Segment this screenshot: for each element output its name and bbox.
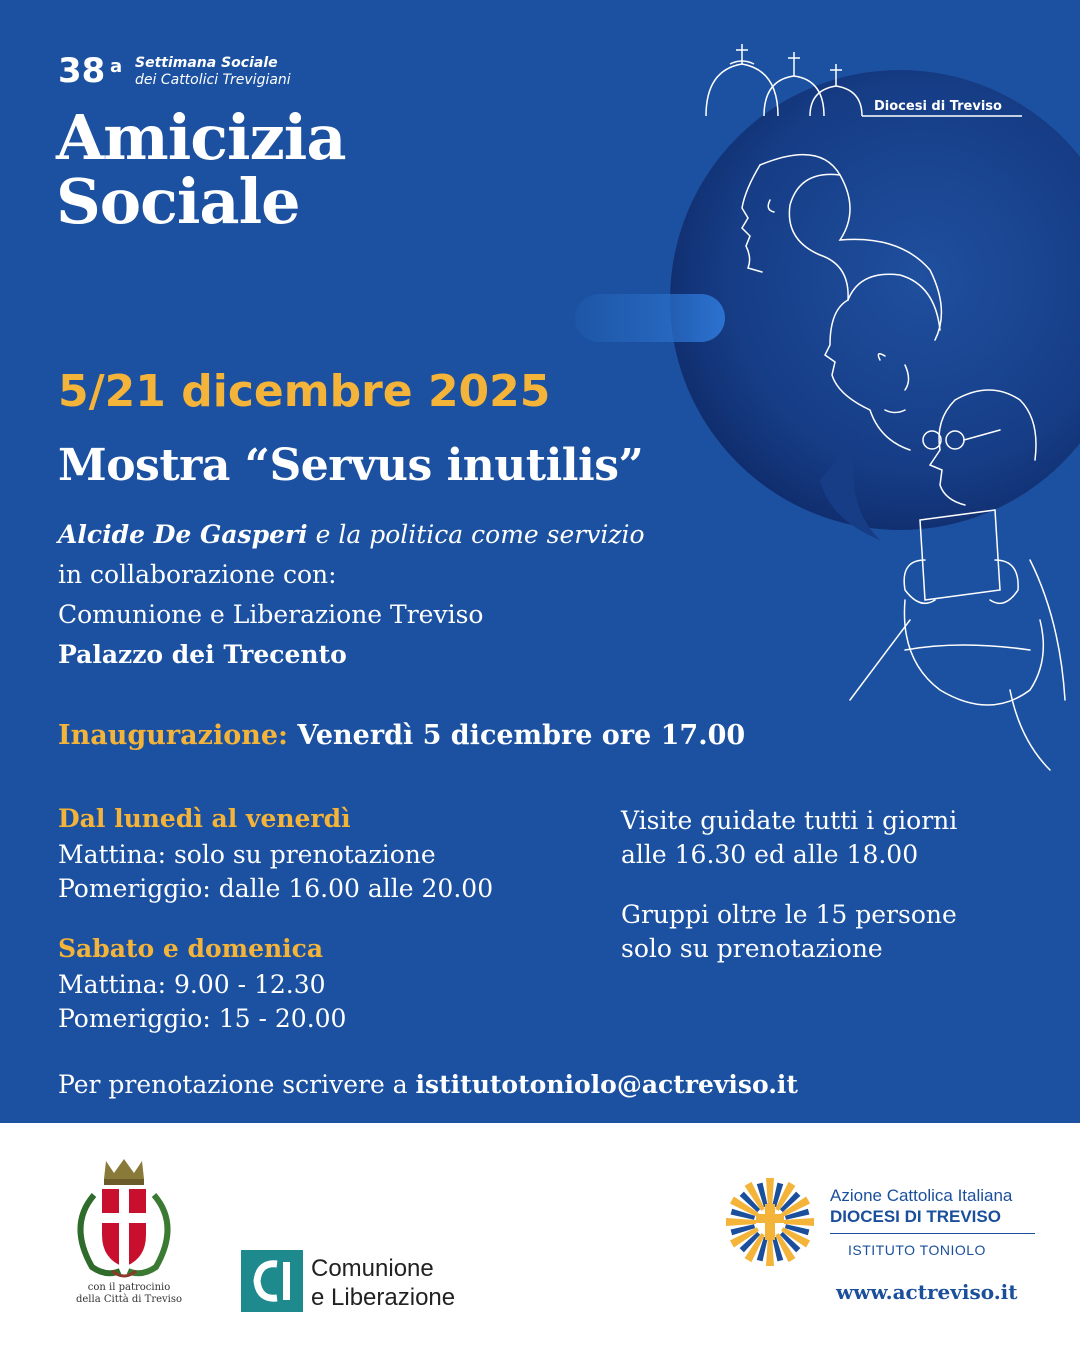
patrocinio-caption <box>64 1282 194 1306</box>
event-dates: 5/21 dicembre 2025 <box>58 366 551 417</box>
dark-circle-shape <box>670 70 1080 530</box>
pill-shape <box>575 294 725 342</box>
cl-line-2: e Liberazione <box>311 1284 456 1311</box>
booking-email-link[interactable]: istitutotoniolo@actreviso.it <box>415 1070 798 1099</box>
subtitle-rest: e la politica come servizio <box>307 520 645 549</box>
booking-line <box>58 1070 798 1099</box>
exhibition-subtitle <box>58 520 645 549</box>
weekend-morning: Mattina: 9.00 - 12.30 <box>58 970 326 999</box>
edition-line-1: Settimana Sociale <box>135 55 278 71</box>
inauguration <box>58 720 745 751</box>
guided-line-1: Visite guidate tutti i giorni <box>621 806 958 835</box>
groups-line-1: Gruppi oltre le 15 persone <box>621 900 957 929</box>
ac-name-line-2: DIOCESI DI TREVISO <box>830 1207 1001 1226</box>
edition-line-2: dei Cattolici Trevigiani <box>135 72 291 88</box>
patrocinio-line-1: con il patrocinio <box>87 1282 171 1293</box>
weekdays-heading: Dal lunedì al venerdì <box>58 804 351 833</box>
cl-logo-icon <box>241 1250 303 1312</box>
weekend-heading: Sabato e domenica <box>58 934 324 963</box>
treviso-coat-of-arms-icon <box>62 1155 186 1285</box>
ac-name-line-1: Azione Cattolica Italiana <box>830 1186 1013 1205</box>
collab-name: Comunione e Liberazione Treviso <box>58 600 484 629</box>
inauguration-value: Venerdì 5 dicembre ore 17.00 <box>288 720 746 751</box>
exhibition-title: Mostra “Servus inutilis” <box>58 440 644 491</box>
patrocinio-line-2: della Città di Treviso <box>75 1294 183 1305</box>
groups-line-2: solo su prenotazione <box>621 934 883 963</box>
diocese-label: Diocesi di Treviso <box>874 99 1002 114</box>
cl-line-1: Comunione <box>311 1255 434 1282</box>
ac-name-line-3: ISTITUTO TONIOLO <box>848 1242 986 1258</box>
title-line-2: Sociale <box>56 165 300 238</box>
ac-divider <box>830 1233 1035 1234</box>
booking-text: Per prenotazione scrivere a <box>58 1070 416 1099</box>
weekdays-morning: Mattina: solo su prenotazione <box>58 840 436 869</box>
cl-logo-text <box>311 1254 455 1312</box>
guided-line-2: alle 16.30 ed alle 18.00 <box>621 840 919 869</box>
main-title <box>56 101 346 238</box>
inauguration-label: Inaugurazione: <box>58 720 288 751</box>
venue: Palazzo dei Trecento <box>58 640 347 669</box>
title-line-1: Amicizia <box>56 101 346 174</box>
ac-website-link[interactable]: www.actreviso.it <box>836 1280 1018 1304</box>
edition-superscript: a <box>110 56 123 77</box>
weekdays-afternoon: Pomeriggio: dalle 16.00 alle 20.00 <box>58 874 494 903</box>
collab-label: in collaborazione con: <box>58 560 337 589</box>
edition-number: 38 <box>58 51 106 91</box>
azione-cattolica-sun-icon <box>724 1176 816 1268</box>
subtitle-bold: Alcide De Gasperi <box>58 520 308 549</box>
weekend-afternoon: Pomeriggio: 15 - 20.00 <box>58 1004 347 1033</box>
